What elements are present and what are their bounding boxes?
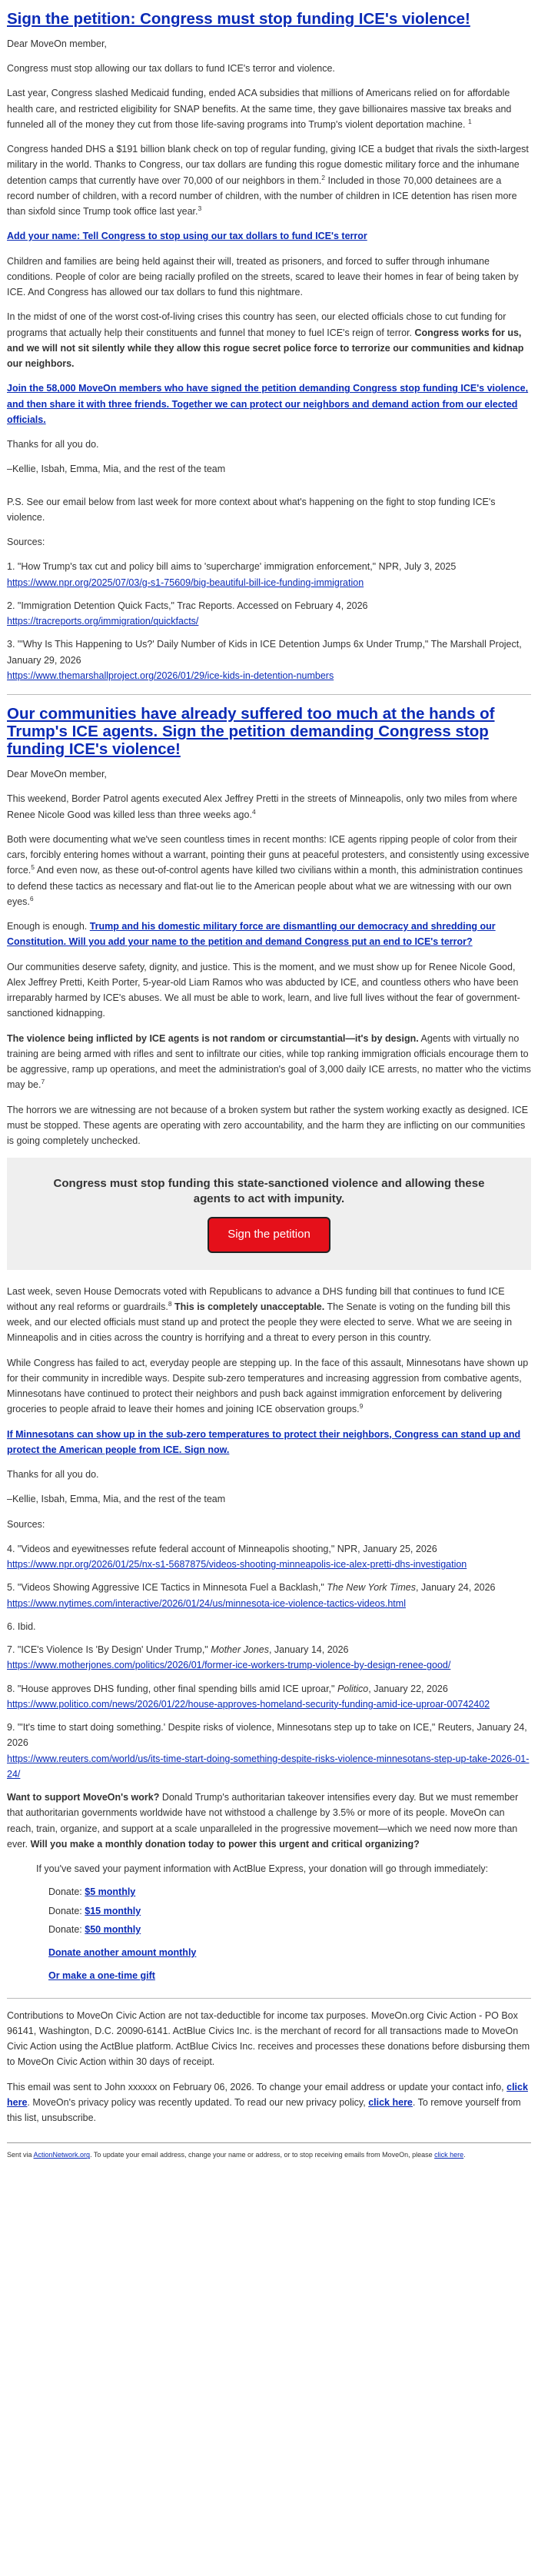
petition-link[interactable]: Join the 58,000 MoveOn members who have signed the petition demanding Congress stop funding ICE's violence, and then share it with three friends. Together we can protect our neighbors and demand action from our elected officials. [7, 383, 529, 425]
paragraph: Enough is enough. Trump and his domestic military force are dismantling our democracy and shredding our Constitution. Will you add your name to the petition and demand Congress put an end to ICE's terror? [7, 921, 496, 948]
source-item: 3. "'Why Is This Happening to Us?' Daily Number of Kids in ICE Detention Jumps 6x Under Trump," The Marshall Project, January 29, 2026 https://www.themarshallproject.org/2026/01/29/ice-kids-in-detention-numbers [7, 639, 522, 681]
paragraph: Children and families are being held against their will, treated as prisoners, and forced to suffer through inhumane conditions. People of color are being racially profiled on the streets, scared to leave their homes in fear of being taken by ICE. And Congress has allowed our tax dollars to fund this nightmare. [7, 255, 519, 298]
source-link[interactable]: https://www.politico.com/news/2026/01/22/house-approves-homeland-security-funding-amid-ice-uproar-00742402 [7, 1698, 490, 1710]
footnote-ref: 5 [31, 863, 35, 872]
donate-5-monthly-link[interactable]: $5 monthly [85, 1886, 136, 1898]
greeting: Dear MoveOn member, [7, 38, 107, 49]
source-link[interactable]: https://www.motherjones.com/politics/2026/01/former-ice-workers-trump-violence-by-design-renee-good/ [7, 1660, 451, 1671]
paragraph: The violence being inflicted by ICE agents is not random or circumstantial—it's by design. Agents with virtually no training are being armed with rifles and sent to infiltrate our cities, while top ranking immigration officials encourage them to be aggressive, ramp up operations, and meet the administration's goal of 3,000 daily ICE arrests, no matter who the victims may be.$^7$ [7, 1032, 531, 1091]
source-link[interactable]: https://www.npr.org/2026/01/25/nx-s1-5687875/videos-shooting-minneapolis-ice-alex-pretti-dhs-investigation [7, 1559, 467, 1571]
sources-label: Sources: [7, 1518, 45, 1530]
donate-15-monthly-link[interactable]: $15 monthly [85, 1905, 141, 1916]
source-item: 5. "Videos Showing Aggressive ICE Tactics in Minnesota Fuel a Backlash," The New York Times, January 24, 2026 https://www.nytimes.com/interactive/2026/01/24/us/minnesota-ice-violence-tactics-videos.html [7, 1582, 496, 1609]
sent-to-text: This email was sent to John xxxxxx on February 06, 2026. To change your email address or update your contact info, click here. MoveOn's privacy policy was recently updated. To read our new privacy policy, click here. To remove yourself from this list, unsubscribe. [7, 2081, 528, 2124]
thanks: Thanks for all you do. [7, 439, 99, 450]
footnote-ref: 8 [168, 1299, 172, 1308]
source-link[interactable]: https://www.themarshallproject.org/2026/01/29/ice-kids-in-detention-numbers [7, 670, 334, 681]
update-contact-link[interactable]: click here [7, 2081, 528, 2108]
source-item: 6. Ibid. [7, 1620, 36, 1632]
signature: –Kellie, Isbah, Emma, Mia, and the rest of the team [7, 464, 226, 475]
paragraph: Last week, seven House Democrats voted with Republicans to advance a DHS funding bill that continues to fund ICE without any real reforms or guardrails.$^8$ This is completely unacceptable. The Senate is voting on the funding bill this week, and our elected officials must stand up and protect the people they were elected to serve. What we are seeing in Minneapolis and in cities across the country is horrifying and a threat to every person in this country. [7, 1285, 513, 1344]
donate-intro: If you've saved your payment information with ActBlue Express, your donation will go through immediately: [36, 1863, 489, 1875]
sign-petition-button[interactable]: Sign the petition [208, 1217, 330, 1252]
paragraph: While Congress has failed to act, everyday people are stepping up. In the face of this assault, Minnesotans have shown up for their community in incredible ways. Despite sub-zero temperatures and increasing aggression from combative agents, Minnesotans have continued to protect their neighbors and push back against immigration enforcement by delivering groceries to people afraid to leave their homes and joining ICE observation groups.$^9$ [7, 1357, 529, 1415]
divider [7, 694, 531, 695]
one-time-gift-link[interactable]: Or make a one-time gift [48, 1970, 155, 1982]
source-item: 1. "How Trump's tax cut and policy bill aims to 'supercharge' immigration enforcement," NPR, July 3, 2025 https://www.npr.org/2025/07/03/g-s1-75609/big-beautiful-bill-ice-funding-immigration [7, 561, 457, 588]
paragraph: Both were documenting what we've seen countless times in recent months: ICE agents ripping people of color from their cars, forcibly entering homes without a warrant, pointing their guns at peaceful protesters, and consistently using excessive force.$^5$ And even now, as these out-of-control agents have killed two civilians within a month, this administration continues to defend these tactics as necessary and flat-out lie to the American people about what we are witnessing with our own eyes.$^6$ [7, 833, 530, 907]
manage-email-link[interactable]: click here [434, 2151, 464, 2159]
paragraph: This weekend, Border Patrol agents executed Alex Jeffrey Pretti in the streets of Minneapolis, only two miles from where Renee Nicole Good was killed less than three weeks ago.$^4$ [7, 793, 517, 820]
source-link[interactable]: https://www.nytimes.com/interactive/2026/01/24/us/minnesota-ice-violence-tactics-videos.html [7, 1597, 406, 1609]
email-body [7, 0, 531, 2166]
privacy-policy-link[interactable]: click here [368, 2096, 413, 2108]
footnote-ref: 6 [29, 894, 34, 902]
cta-text: Congress must stop funding this state-sanctioned violence and allowing these agents to act with impunity. [53, 1177, 485, 1205]
actionnetwork-link[interactable]: ActionNetwork.org [33, 2151, 91, 2159]
sources-label: Sources: [7, 537, 45, 548]
paragraph: Congress handed DHS a $191 billion blank check on top of regular funding, giving ICE a budget that rivals the sixth-largest military in the world. Thanks to Congress, our tax dollars are funding this rogue domestic military force and the inhumane detention camps that currently have over 70,000 of our neighbors in them.$^2$ Included in those 70,000 detainees are a record number of children, with a record number of children, with the number of children in ICE detention has risen more than sixfold since Trump took office last year.$^3$ [7, 144, 529, 218]
donate-option [48, 1968, 531, 1983]
footnote-ref: 1 [467, 117, 472, 125]
donate-option: Donate: $5 monthly [48, 1886, 136, 1898]
thanks: Thanks for all you do. [7, 1469, 99, 1481]
legal-text: Contributions to MoveOn Civic Action are not tax-deductible for income tax purposes. MoveOn.org Civic Action - PO Box 96141, Washington, D.C. 20090-6141. ActBlue Civics Inc. is the merchant of record for all transactions made to MoveOn Civic Action using the ActBlue platform. ActBlue Civics Inc. receives and processes these donations before disbursing them to MoveOn Civic Action within 30 days of receipt. [7, 2009, 530, 2068]
footnote-ref: 3 [198, 204, 202, 213]
paragraph: The horrors we are witnessing are not because of a broken system but rather the system working exactly as designed. ICE must be stopped. These agents are operating with zero accountability, and the harm they are inflicting on our communities is going completely unchecked. [7, 1104, 529, 1147]
donate-pitch: Want to support MoveOn's work? Donald Trump's authoritarian takeover intensifies every day. But we must remember that authoritarian governments worldwide have not withstood a challenge by 3.5% or more of its people. MoveOn can reach, train, organize, and support at a scale unparalleled in the progressive movement—which we need now more than ever. Will you make a monthly donation today to power this urgent and critical organizing? [7, 1792, 519, 1850]
postscript: P.S. See our email below from last week for more context about what's happening on the fight to stop funding ICE's violence. [7, 496, 496, 523]
source-item: 2. "Immigration Detention Quick Facts," Trac Reports. Accessed on February 4, 2026 https://tracreports.org/immigration/quickfacts/ [7, 600, 368, 627]
donate-option: Donate: $50 monthly [48, 1923, 141, 1935]
paragraph: Congress must stop allowing our tax dollars to fund ICE's terror and violence. [7, 63, 335, 75]
petition-link[interactable]: If Minnesotans can show up in the sub-zero temperatures to protect their neighbors, Congress can stand up and protect the American people from ICE. Sign now. [7, 1428, 521, 1455]
donate-50-monthly-link[interactable]: $50 monthly [85, 1923, 141, 1935]
greeting: Dear MoveOn member, [7, 769, 107, 780]
section1-title[interactable]: Sign the petition: Congress must stop funding ICE's violence! [7, 10, 470, 28]
paragraph: Last year, Congress slashed Medicaid funding, ended ACA subsidies that millions of Americans relied on for affordable health care, and restricted eligibility for SNAP benefits. At the same time, they gave billionaires massive tax breaks and funneled all of the money they cut from those life-saving programs into Trump's violent deportation machine. $^1$ [7, 88, 512, 130]
legal-footer [7, 1998, 531, 2126]
cta-box [7, 1158, 531, 1269]
paragraph: In the midst of one of the worst cost-of-living crises this country has seen, our elected officials chose to cut funding for programs that actually help their constituents and funnel that money to fuel ICE's reign of terror. Congress works for us, and we will not sit silently while they allow this rogue secret police force to terrorize our communities and kidnap our neighbors. [7, 311, 524, 370]
source-link[interactable]: https://www.reuters.com/world/us/its-time-start-doing-something-despite-risks-violence-minnesotans-step-up-take-2026-01-24/ [7, 1753, 530, 1780]
donate-other-amount-link[interactable]: Donate another amount monthly [48, 1947, 197, 1959]
source-link[interactable]: https://tracreports.org/immigration/quickfacts/ [7, 616, 199, 627]
source-item: 9. "'It's time to start doing something.' Despite risks of violence, Minnesotans step up to take on ICE," Reuters, January 24, 2026 https://www.reuters.com/world/us/its-time-start-doing-something-despite-risks-violence-minnesotans-step-up-take-2026-01-24/ [7, 1722, 530, 1780]
system-footer: Sent via ActionNetwork.org. To update your email address, change your name or address, or to stop receiving emails from MoveOn, please click here. [7, 2142, 531, 2166]
footnote-ref: 9 [359, 1402, 364, 1411]
source-item: 8. "House approves DHS funding, other final spending bills amid ICE uproar," Politico, January 22, 2026 https://www.politico.com/news/2026/01/22/house-approves-homeland-security-funding-amid-ice-uproar-00742402 [7, 1683, 490, 1710]
donate-block [7, 1861, 531, 1984]
petition-link[interactable]: Add your name: Tell Congress to stop using our tax dollars to fund ICE's terror [7, 231, 367, 242]
donate-option: Donate: $15 monthly [48, 1905, 141, 1916]
signature: –Kellie, Isbah, Emma, Mia, and the rest of the team [7, 1494, 226, 1505]
footnote-ref: 2 [321, 173, 326, 181]
footnote-ref: 4 [251, 807, 256, 816]
footnote-ref: 7 [41, 1078, 45, 1086]
petition-link[interactable]: Trump and his domestic military force are dismantling our democracy and shredding our Constitution. Will you add your name to the petition and demand Congress put an end to ICE's terror? [7, 921, 496, 948]
source-item: 7. "ICE's Violence Is 'By Design' Under Trump," Mother Jones, January 14, 2026 https://www.motherjones.com/politics/2026/01/former-ice-workers-trump-violence-by-design-renee-good/ [7, 1644, 451, 1671]
donate-option [48, 1945, 531, 1960]
paragraph: Our communities deserve safety, dignity, and justice. This is the moment, and we must show up for Renee Nicole Good, Alex Jeffrey Pretti, Keith Porter, 5-year-old Liam Ramos who was abducted by ICE, and countless others who have been irreparably harmed by ICE's abuses. We all must be able to work, learn, and live full lives without the fear of government-sanctioned kidnapping. [7, 961, 520, 1019]
source-item: 4. "Videos and eyewitnesses refute federal account of Minneapolis shooting," NPR, January 25, 2026 https://www.npr.org/2026/01/25/nx-s1-5687875/videos-shooting-minneapolis-ice-alex-pretti-dhs-investigation [7, 1543, 467, 1571]
source-link[interactable]: https://www.npr.org/2025/07/03/g-s1-75609/big-beautiful-bill-ice-funding-immigration [7, 577, 364, 588]
section2-title[interactable]: Our communities have already suffered too much at the hands of Trump's ICE agents. Sign the petition demanding Congress stop funding ICE's violence! [7, 705, 495, 759]
